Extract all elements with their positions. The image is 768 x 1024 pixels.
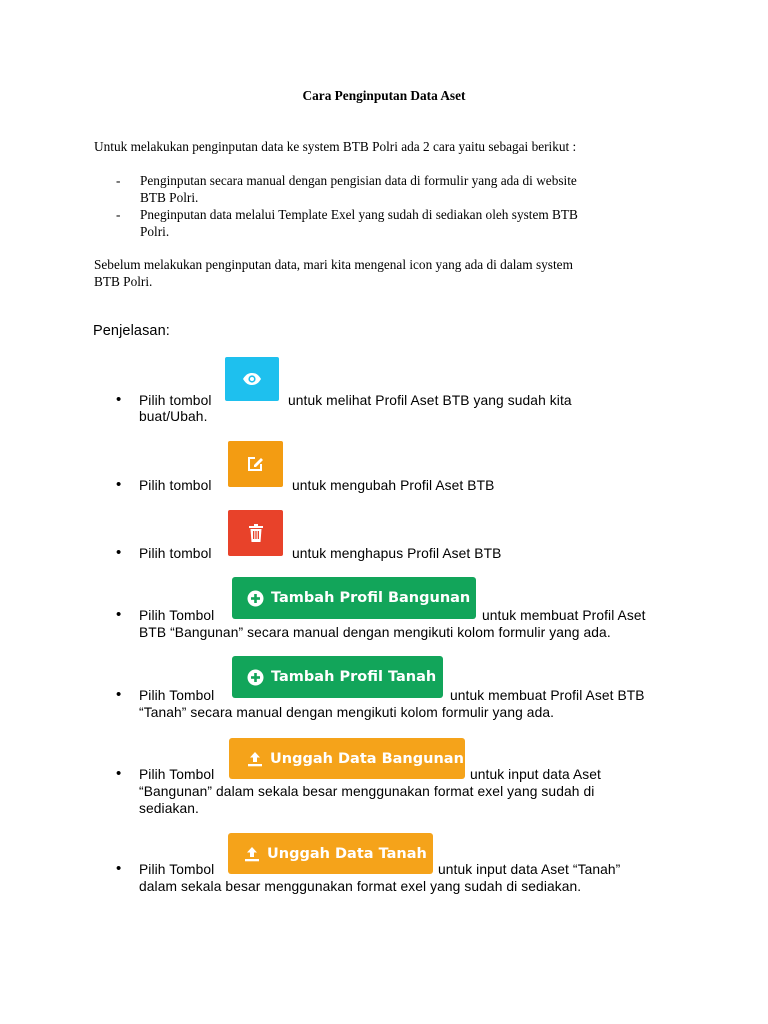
method-line: Penginputan secara manual dengan pengisian data di formulir yang ada di website [140,173,577,188]
method-line: BTB Polri. [140,190,199,205]
bullet-marker: • [116,391,122,408]
method-line: Polri. [140,224,170,239]
paragraph-line: Sebelum melakukan penginputan data, mari kita mengenal icon yang ada di dalam system [94,257,573,272]
item-lead: Pilih tombol [139,478,212,493]
button-label: Tambah Profil Tanah [271,669,437,685]
view-button[interactable] [225,357,279,401]
explanation-heading: Penjelasan: [93,323,170,339]
unggah-data-tanah-button[interactable] [228,833,433,874]
item-lead: Pilih Tombol [139,688,215,703]
item-lead: Pilih tombol [139,546,212,561]
item-lead: Pilih tombol [139,393,212,408]
item-text: BTB “Bangunan” secara manual dengan mengikuti kolom formulir yang ada. [139,625,611,640]
bullet-marker: • [116,606,122,623]
item-text: buat/Ubah. [139,409,208,424]
intro-text: Untuk melakukan penginputan data ke system BTB Polri ada 2 cara yaitu sebagai berikut : [94,139,577,154]
bullet-marker: • [116,686,122,703]
bullet-marker: • [116,544,122,561]
tambah-profil-bangunan-button[interactable] [232,577,476,619]
item-text: untuk membuat Profil Aset BTB [450,688,645,703]
plus-circle-icon [247,669,264,686]
button-label: Unggah Data Tanah [267,845,427,862]
page-title: Cara Penginputan Data Aset [302,88,466,103]
upload-icon [247,751,263,767]
item-text: untuk mengubah Profil Aset BTB [292,478,495,493]
dash-marker: - [116,207,121,222]
trash-icon [248,524,264,542]
item-text: dalam sekala besar menggunakan format exel yang sudah di sediakan. [139,879,582,894]
item-text: untuk membuat Profil Aset [482,608,646,623]
edit-button[interactable] [228,441,283,487]
button-label: Tambah Profil Bangunan [271,590,471,606]
paragraph-line: BTB Polri. [94,274,153,289]
item-text: “Bangunan” dalam sekala besar menggunakan format exel yang sudah di [139,784,595,799]
delete-button[interactable] [228,510,283,556]
eye-icon [242,372,262,386]
bullet-marker: • [116,765,122,782]
item-lead: Pilih Tombol [139,767,215,782]
method-line: Pneginputan data melalui Template Exel yang sudah di sediakan oleh system BTB [140,207,578,222]
item-text: “Tanah” secara manual dengan mengikuti kolom formulir yang ada. [139,705,555,720]
item-lead: Pilih Tombol [139,862,215,877]
bullet-marker: • [116,860,122,877]
bullet-marker: • [116,476,122,493]
tambah-profil-tanah-button[interactable] [232,656,443,698]
item-text: untuk input data Aset [470,767,601,782]
dash-marker: - [116,173,121,188]
edit-icon [246,455,266,473]
item-text: untuk input data Aset “Tanah” [438,862,621,877]
plus-circle-icon [247,590,264,607]
unggah-data-bangunan-button[interactable] [229,738,465,779]
item-text: sediakan. [139,801,199,816]
item-lead: Pilih Tombol [139,608,215,623]
item-text: untuk melihat Profil Aset BTB yang sudah kita [288,393,572,408]
button-label: Unggah Data Bangunan [270,750,464,767]
upload-icon [244,846,260,862]
item-text: untuk menghapus Profil Aset BTB [292,546,502,561]
